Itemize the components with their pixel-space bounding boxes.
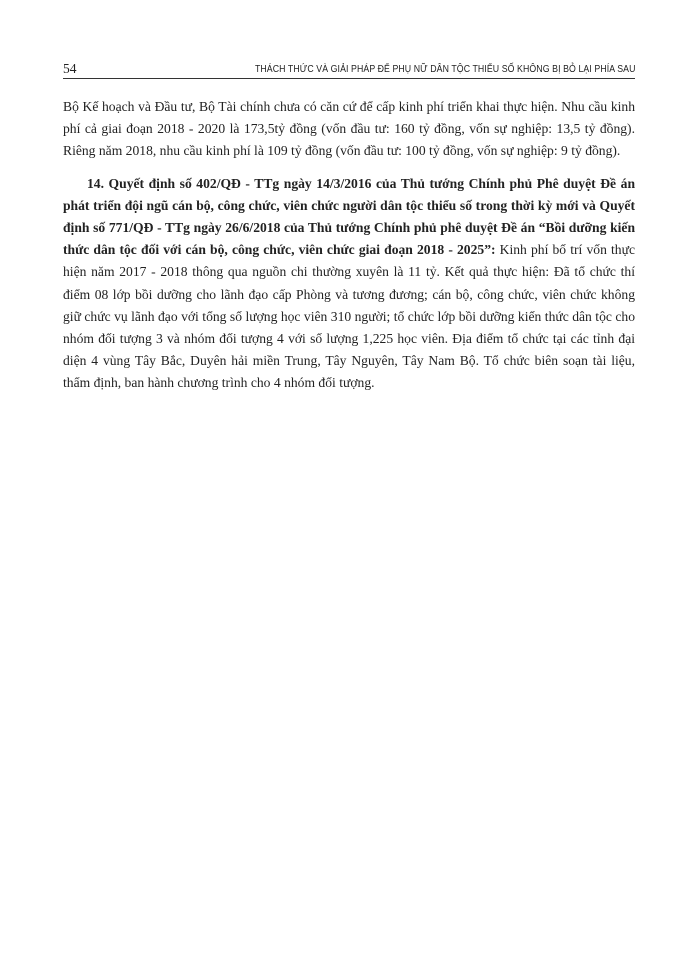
paragraph-continuation: Bộ Kế hoạch và Đầu tư, Bộ Tài chính chưa có căn cứ để cấp kinh phí triển khai thực hiện. Nhu cầu kinh phí cả giai đoạn 2018 - 2020 là 173,5tỷ đồng (vốn đầu tư: 160 tỷ đồng, vốn sự nghiệp: 13,5 tỷ đồng). Riêng năm 2018, nhu cầu kinh phí là 109 tỷ đồng (vốn đầu tư: 100 tỷ đồng, vốn sự nghiệp: 9 tỷ đồng). [63,99,635,159]
page-number: 54 [63,60,77,76]
item-14-body: Kinh phí bố trí vốn thực hiện năm 2017 - 2018 thông qua nguồn chi thường xuyên là 11 tỷ. Kết quả thực hiện: Đã tổ chức thí điểm 08 lớp bồi dưỡng cho lãnh đạo cấp Phòng và tương đương; cán bộ, công chức, viên chức không giữ chức vụ lãnh đạo với tổng số lượng học viên 310 người; tổ chức lớp bồi dưỡng kiến thức dân tộc cho nhóm đối tượng 3 và nhóm đối tượng 4 với số lượng 1,225 học viên. Địa điểm tổ chức tại các tỉnh đại diện 4 vùng Tây Bắc, Duyên hải miền Trung, Tây Nguyên, Tây Nam Bộ. Tổ chức biên soạn tài liệu, thẩm định, ban hành chương trình cho 4 nhóm đối tượng. [63,242,635,391]
item-14-heading: 14. Quyết định số 402/QĐ - TTg ngày 14/3/2016 của Thủ tướng Chính phủ Phê duyệt Đề án phát triển đội ngũ cán bộ, công chức, viên chức người dân tộc thiểu số trong thời kỳ mới và Quyết định số 771/QĐ - TTg ngày 26/6/2018 của Thủ tướng Chính phủ phê duyệt Đề án “Bồi dưỡng kiến thức dân tộc đối với cán bộ, công chức, viên chức giai đoạn 2018 - 2025”: [63,175,635,258]
running-title: THÁCH THỨC VÀ GIẢI PHÁP ĐỂ PHỤ NỮ DÂN TỘC THIỂU SỐ KHÔNG BỊ BỎ LẠI PHÍA SAU [254,63,635,75]
page-header [63,55,635,79]
list-item-14 [63,173,635,395]
paragraph-spacer [63,163,635,173]
body-text [63,96,635,395]
